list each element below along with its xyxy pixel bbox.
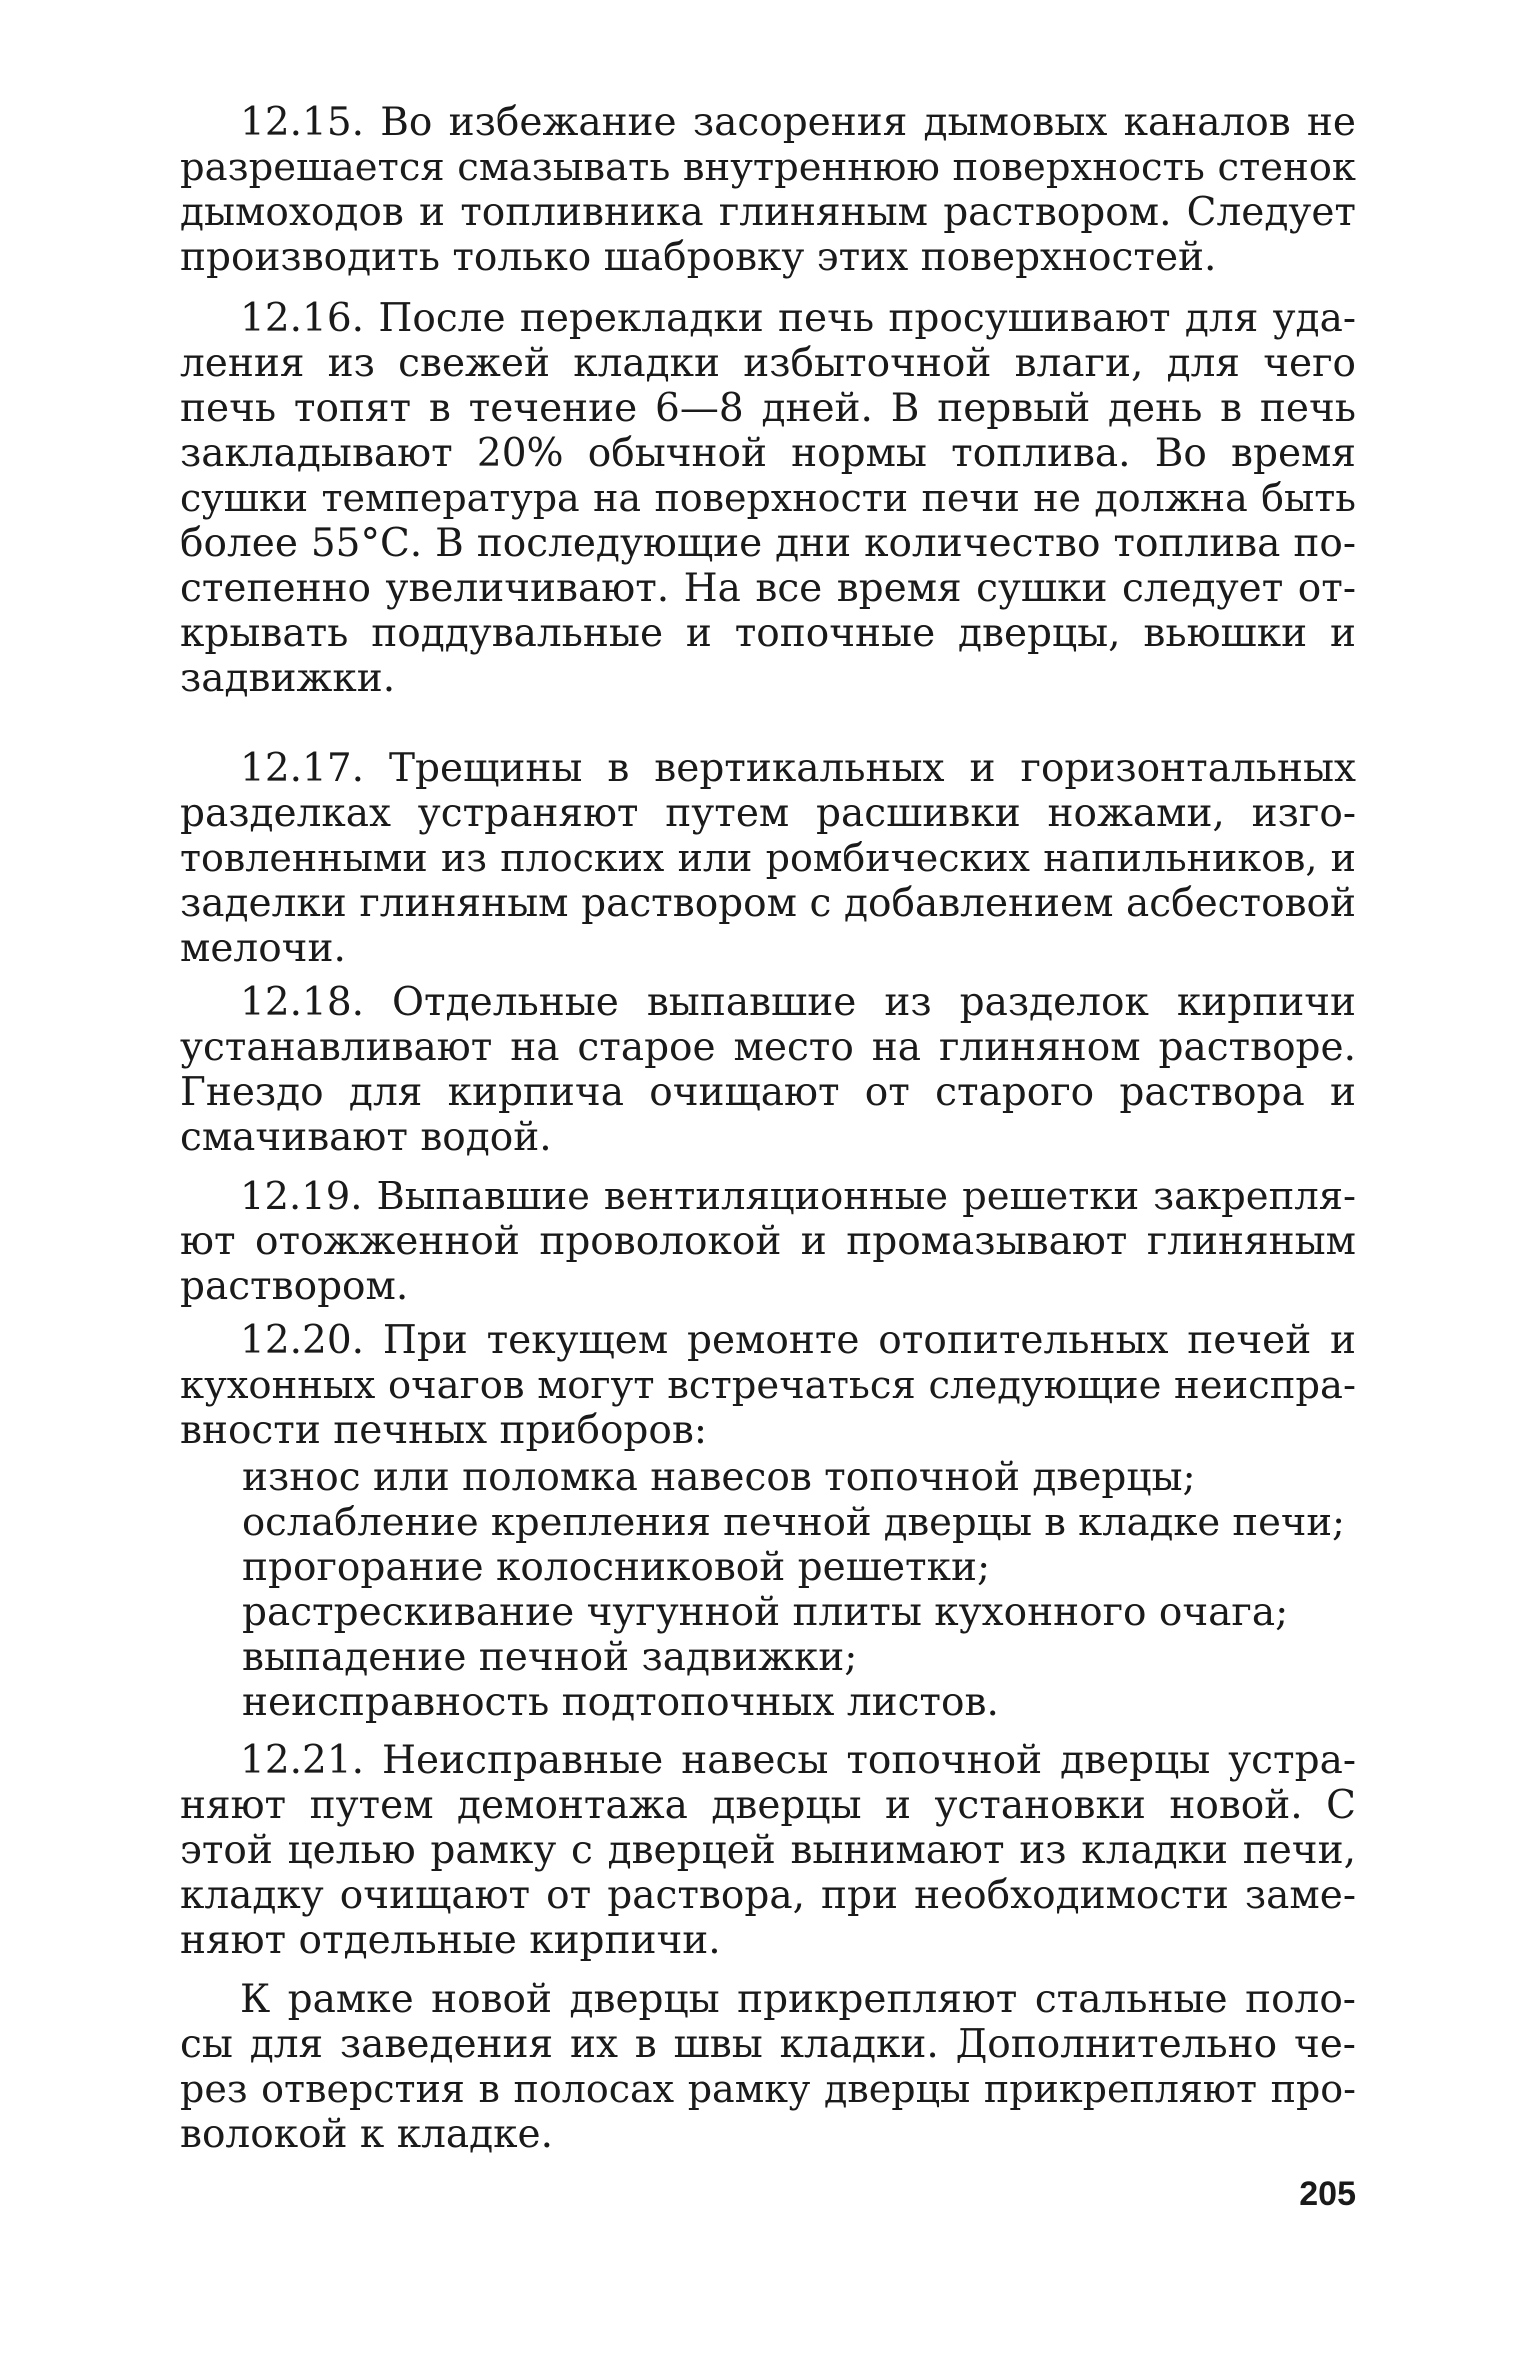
- text-line: няют отдельные кирпичи.: [180, 1918, 721, 1963]
- text-line: степенно увеличивают. На все время сушки следует от-: [180, 566, 1356, 611]
- text-line: заделки глиняным раствором с добавлением асбестовой: [180, 881, 1356, 926]
- text-line: волокой к кладке.: [180, 2112, 553, 2157]
- list-item: растрескивание чугунной плиты кухонного очага;: [242, 1590, 1289, 1635]
- text-line: вности печных приборов:: [180, 1408, 707, 1453]
- text-line: няют путем демонтажа дверцы и установки новой. С: [180, 1783, 1356, 1828]
- text-line: К рамке новой дверцы прикрепляют стальные поло-: [240, 1977, 1356, 2022]
- text-line: сы для заведения их в швы кладки. Дополнительно че-: [180, 2022, 1356, 2067]
- text-line: сушки температура на поверхности печи не должна быть: [180, 476, 1356, 520]
- text-line: закладывают 20% обычной нормы топлива. Во время: [180, 431, 1356, 476]
- text-line: ления из свежей кладки избыточной влаги, для чего: [180, 341, 1356, 386]
- text-line: ют отожженной проволокой и промазывают глиняным: [180, 1219, 1356, 1264]
- text-line: рез отверстия в полосах рамку дверцы прикрепляют про-: [180, 2067, 1356, 2111]
- text-line: кладку очищают от раствора, при необходимости заме-: [180, 1873, 1356, 1918]
- list-item: неисправность подтопочных листов.: [242, 1680, 999, 1725]
- text-line: дымоходов и топливника глиняным раствором. Следует: [180, 190, 1356, 235]
- text-line: 12.15. Во избежание засорения дымовых каналов не: [240, 100, 1356, 145]
- list-item: ослабление крепления печной дверцы в кладке печи;: [242, 1500, 1345, 1545]
- text-line: смачивают водой.: [180, 1115, 552, 1160]
- page-number: 205: [1299, 2175, 1356, 2213]
- text-line: раствором.: [180, 1264, 409, 1309]
- text-line: разделках устраняют путем расшивки ножами, изго-: [180, 791, 1356, 836]
- text-line: 12.19. Выпавшие вентиляционные решетки закрепля-: [240, 1174, 1356, 1219]
- text-line: 12.20. При текущем ремонте отопительных печей и: [240, 1318, 1356, 1363]
- text-line: 12.21. Неисправные навесы топочной дверцы устра-: [240, 1738, 1356, 1783]
- text-line: задвижки.: [180, 656, 396, 701]
- text-line: более 55°С. В последующие дни количество топлива по-: [180, 521, 1356, 566]
- text-line: кухонных очагов могут встречаться следующие неиспра-: [180, 1363, 1356, 1408]
- text-line: Гнездо для кирпича очищают от старого раствора и: [180, 1070, 1356, 1115]
- text-line: 12.18. Отдельные выпавшие из разделок кирпичи: [240, 980, 1356, 1025]
- text-line: этой целью рамку с дверцей вынимают из кладки печи,: [180, 1828, 1356, 1873]
- list-item: прогорание колосниковой решетки;: [242, 1545, 991, 1590]
- text-line: товленными из плоских или ромбических напильников, и: [180, 836, 1356, 880]
- text-line: крывать поддувальные и топочные дверцы, вьюшки и: [180, 611, 1356, 656]
- list-item: выпадение печной задвижки;: [242, 1635, 858, 1680]
- text-line: производить только шабровку этих поверхностей.: [180, 235, 1217, 280]
- text-line: разрешается смазывать внутреннюю поверхность стенок: [180, 145, 1356, 190]
- text-line: 12.16. После перекладки печь просушивают для уда-: [240, 296, 1356, 341]
- text-line: печь топят в течение 6—8 дней. В первый день в печь: [180, 386, 1356, 431]
- text-line: 12.17. Трещины в вертикальных и горизонтальных: [240, 746, 1356, 791]
- text-line: мелочи.: [180, 926, 346, 971]
- list-item: износ или поломка навесов топочной дверцы;: [242, 1455, 1196, 1500]
- text-line: устанавливают на старое место на глиняном растворе.: [180, 1025, 1356, 1070]
